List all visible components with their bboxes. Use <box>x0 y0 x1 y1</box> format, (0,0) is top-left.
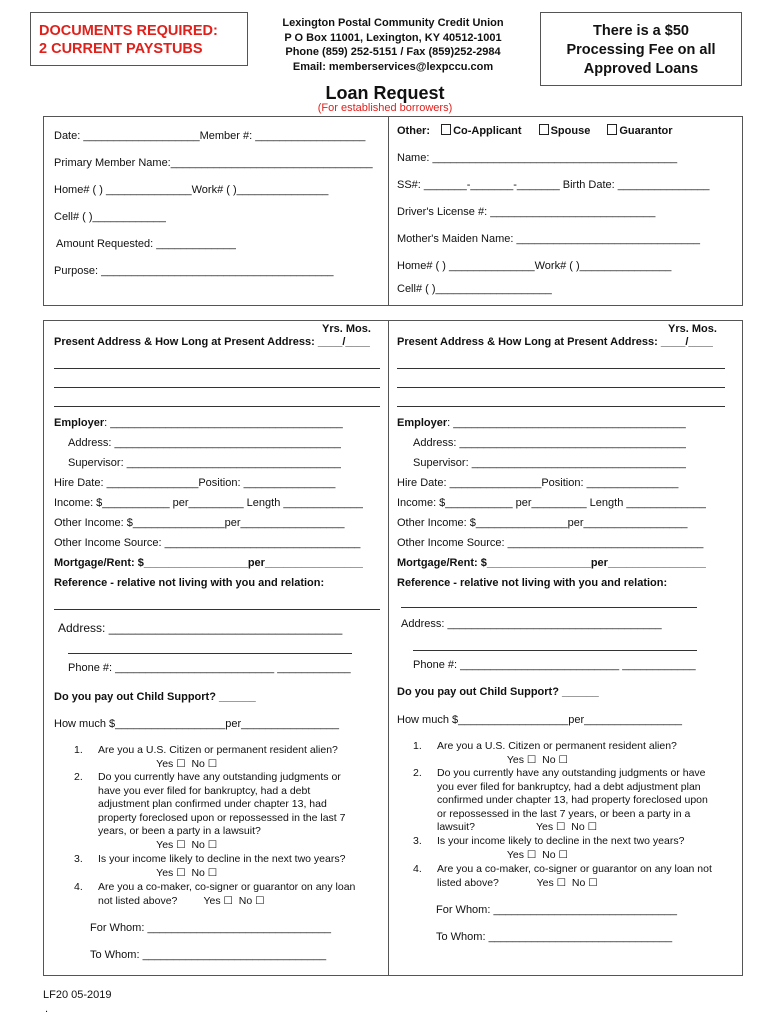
co-applicant-checkbox[interactable] <box>441 124 451 135</box>
left-q2-line2: have you ever filed for bankruptcy, had a debt <box>98 784 311 797</box>
left-employer-field[interactable]: Employer: ______________________________________ <box>54 417 343 429</box>
right-q2-line1: Do you currently have any outstanding judgments or have <box>437 767 706 779</box>
co-name-field[interactable]: Name: ________________________________________ <box>397 152 678 164</box>
org-phone: Phone (859) 252-5151 / Fax (859)252-2984 <box>285 46 501 58</box>
org-name: Lexington Postal Community Credit Union <box>282 17 504 29</box>
right-supervisor-field[interactable]: Supervisor: ___________________________________ <box>413 457 686 469</box>
right-q4-line1: Are you a co-maker, co-signer or guarantor on any loan not <box>437 863 712 875</box>
left-mortgage-field[interactable]: Mortgage/Rent: $_________________per________________ <box>54 557 363 569</box>
right-how-much-field[interactable]: How much $__________________per________________ <box>397 714 683 726</box>
left-supervisor-field[interactable]: Supervisor: ___________________________________ <box>68 457 341 469</box>
left-present-address[interactable]: Present Address & How Long at Present Address: ____/____ <box>54 336 370 348</box>
left-other-income-field[interactable]: Other Income: $_______________per_________________ <box>54 517 345 529</box>
other-row <box>397 124 673 137</box>
date-member-field[interactable]: Date: ___________________Member #: __________________ <box>54 130 366 142</box>
right-address-line-3[interactable] <box>397 406 725 407</box>
spouse-checkbox[interactable] <box>539 124 549 135</box>
left-income-field[interactable]: Income: $___________ per_________ Length _____________ <box>54 497 363 509</box>
left-q2-number: 2. <box>74 771 83 783</box>
guarantor-checkbox[interactable] <box>607 124 617 135</box>
right-yrs-mos: Yrs. Mos. <box>668 323 717 335</box>
right-employer-address-field[interactable]: Address: _____________________________________ <box>413 437 686 449</box>
co-applicant-label: Co-Applicant <box>453 125 522 137</box>
left-to-whom-field[interactable]: To Whom: ______________________________ <box>90 949 327 961</box>
left-q4-line1: Are you a co-maker, co-signer or guarantor on any loan <box>98 881 356 893</box>
org-info <box>258 16 528 74</box>
co-home-work-phone-field[interactable]: Home# ( ) ______________Work# ( )_______________ <box>397 260 672 272</box>
guarantor-label: Guarantor <box>619 125 673 137</box>
home-work-phone-field[interactable]: Home# ( ) ______________Work# ( )_______________ <box>54 184 329 196</box>
right-present-address[interactable]: Present Address & How Long at Present Address: ____/____ <box>397 336 713 348</box>
left-hire-position-field[interactable]: Hire Date: _______________Position: _______________ <box>54 477 336 489</box>
co-cell-phone-field[interactable]: Cell# ( )___________________ <box>397 283 552 295</box>
left-q2-yes-no[interactable]: Yes ☐ No ☐ <box>98 838 218 851</box>
right-q4-number: 4. <box>413 863 422 875</box>
right-reference-address-line[interactable] <box>413 650 697 651</box>
spouse-label: Spouse <box>550 125 591 137</box>
fee-line3: Approved Loans <box>583 61 699 77</box>
left-how-much-field[interactable]: How much $__________________per________________ <box>54 718 340 730</box>
primary-member-name-field[interactable]: Primary Member Name:_________________________________ <box>54 157 373 169</box>
left-q1-line1: Are you a U.S. Citizen or permanent resident alien? <box>98 744 338 756</box>
right-reference-address-field[interactable]: Address: ___________________________________ <box>401 618 662 630</box>
left-reference-phone-field[interactable]: Phone #: __________________________ ____________ <box>68 662 351 674</box>
right-address-line-1[interactable] <box>397 368 725 369</box>
left-for-whom-field[interactable]: For Whom: ______________________________ <box>90 922 331 934</box>
right-q3-line1: Is your income likely to decline in the next two years? <box>437 835 685 847</box>
right-q1-number: 1. <box>413 740 422 752</box>
left-child-support-field[interactable]: Do you pay out Child Support? ______ <box>54 691 256 703</box>
left-q4-line2[interactable]: not listed above? Yes ☐ No ☐ <box>98 894 265 907</box>
page-subtitle: (For established borrowers) <box>317 102 453 114</box>
fee-line2: Processing Fee on all <box>566 42 716 58</box>
left-q3-yes-no[interactable]: Yes ☐ No ☐ <box>98 866 218 879</box>
left-reference-address-line[interactable] <box>68 653 352 654</box>
left-employer-address-field[interactable]: Address: _____________________________________ <box>68 437 341 449</box>
right-employer-field[interactable]: Employer: ______________________________________ <box>397 417 686 429</box>
right-hire-position-field[interactable]: Hire Date: _______________Position: _______________ <box>397 477 679 489</box>
amount-requested-field[interactable]: Amount Requested: _____________ <box>56 238 236 250</box>
left-address-line-2[interactable] <box>54 387 380 388</box>
left-reference-address-field[interactable]: Address: ___________________________________ <box>58 621 343 635</box>
right-child-support-field[interactable]: Do you pay out Child Support? ______ <box>397 686 599 698</box>
right-for-whom-field[interactable]: For Whom: ______________________________ <box>436 904 677 916</box>
documents-required-line2: 2 CURRENT PAYSTUBS <box>39 41 203 57</box>
maiden-name-field[interactable]: Mother's Maiden Name: ______________________________ <box>397 233 701 245</box>
right-q3-number: 3. <box>413 835 422 847</box>
fee-line1: There is a $50 <box>593 23 689 39</box>
right-reference-line[interactable] <box>401 607 697 608</box>
left-q4-number: 4. <box>74 881 83 893</box>
right-reference-phone-field[interactable]: Phone #: __________________________ ____________ <box>413 659 696 671</box>
member-info-divider <box>388 117 389 305</box>
right-q2-line3: confirmed under chapter 13, had property foreclosed upon <box>437 794 708 806</box>
other-label: Other: <box>397 125 430 137</box>
right-q2-line4: or repossessed in the last 7 years, or been a party in a <box>437 807 691 820</box>
cell-phone-field[interactable]: Cell# ( )____________ <box>54 211 166 223</box>
left-yrs-mos: Yrs. Mos. <box>322 323 371 335</box>
right-q3-yes-no[interactable]: Yes ☐ No ☐ <box>437 848 568 861</box>
right-mortgage-field[interactable]: Mortgage/Rent: $_________________per________________ <box>397 557 706 569</box>
right-q1-line1: Are you a U.S. Citizen or permanent resident alien? <box>437 740 677 752</box>
right-to-whom-field[interactable]: To Whom: ______________________________ <box>436 931 673 943</box>
documents-required-line1: DOCUMENTS REQUIRED: <box>39 23 218 39</box>
left-q2-line5: years, or been a party in a lawsuit? <box>98 825 261 837</box>
left-q1-number: 1. <box>74 744 83 756</box>
applicant-details-divider <box>388 321 389 975</box>
form-id: LF20 05-2019 <box>43 989 112 1001</box>
left-reference-label: Reference - relative not living with you and relation: <box>54 577 325 589</box>
right-q2-yes-no[interactable]: lawsuit? Yes ☐ No ☐ <box>437 821 598 833</box>
right-q4-line2[interactable]: listed above? Yes ☐ No ☐ <box>437 876 598 889</box>
right-address-line-2[interactable] <box>397 387 725 388</box>
left-q2-line1: Do you currently have any outstanding judgments or <box>98 771 341 783</box>
left-other-income-source-field[interactable]: Other Income Source: ________________________________ <box>54 537 361 549</box>
processing-fee-box <box>540 12 742 86</box>
right-q1-yes-no[interactable]: Yes ☐ No ☐ <box>437 753 568 766</box>
footer-dot: . <box>45 1003 49 1015</box>
right-income-field[interactable]: Income: $___________ per_________ Length _____________ <box>397 497 706 509</box>
left-reference-line[interactable] <box>54 609 380 610</box>
org-address: P O Box 11001, Lexington, KY 40512-1001 <box>284 31 502 44</box>
left-q1-yes-no[interactable]: Yes ☐ No ☐ <box>98 757 218 770</box>
documents-required-box <box>30 12 248 66</box>
left-address-line-3[interactable] <box>54 406 380 407</box>
org-email: Email: memberservices@lexpccu.com <box>292 60 494 73</box>
drivers-license-field[interactable]: Driver's License #: ___________________________ <box>397 206 656 218</box>
right-q2-line2: you ever filed for bankruptcy, had a debt adjustment plan <box>437 780 701 793</box>
left-q2-line4: property foreclosed upon or repossessed in the last 7 <box>98 811 346 824</box>
left-q2-line3: adjustment plan confirmed under chapter 13, had <box>98 798 327 810</box>
right-other-income-source-field[interactable]: Other Income Source: ________________________________ <box>397 537 704 549</box>
left-q3-line1: Is your income likely to decline in the next two years? <box>98 853 346 865</box>
right-other-income-field[interactable]: Other Income: $_______________per_________________ <box>397 517 688 529</box>
purpose-field[interactable]: Purpose: ______________________________________ <box>54 265 334 277</box>
page-title: Loan Request <box>325 83 445 103</box>
right-reference-label: Reference - relative not living with you and relation: <box>397 577 668 589</box>
right-q2-number: 2. <box>413 767 422 779</box>
ss-birth-field[interactable]: SS#: _______-_______-_______ Birth Date: _______________ <box>397 179 710 191</box>
left-address-line-1[interactable] <box>54 368 380 369</box>
left-q3-number: 3. <box>74 853 83 865</box>
